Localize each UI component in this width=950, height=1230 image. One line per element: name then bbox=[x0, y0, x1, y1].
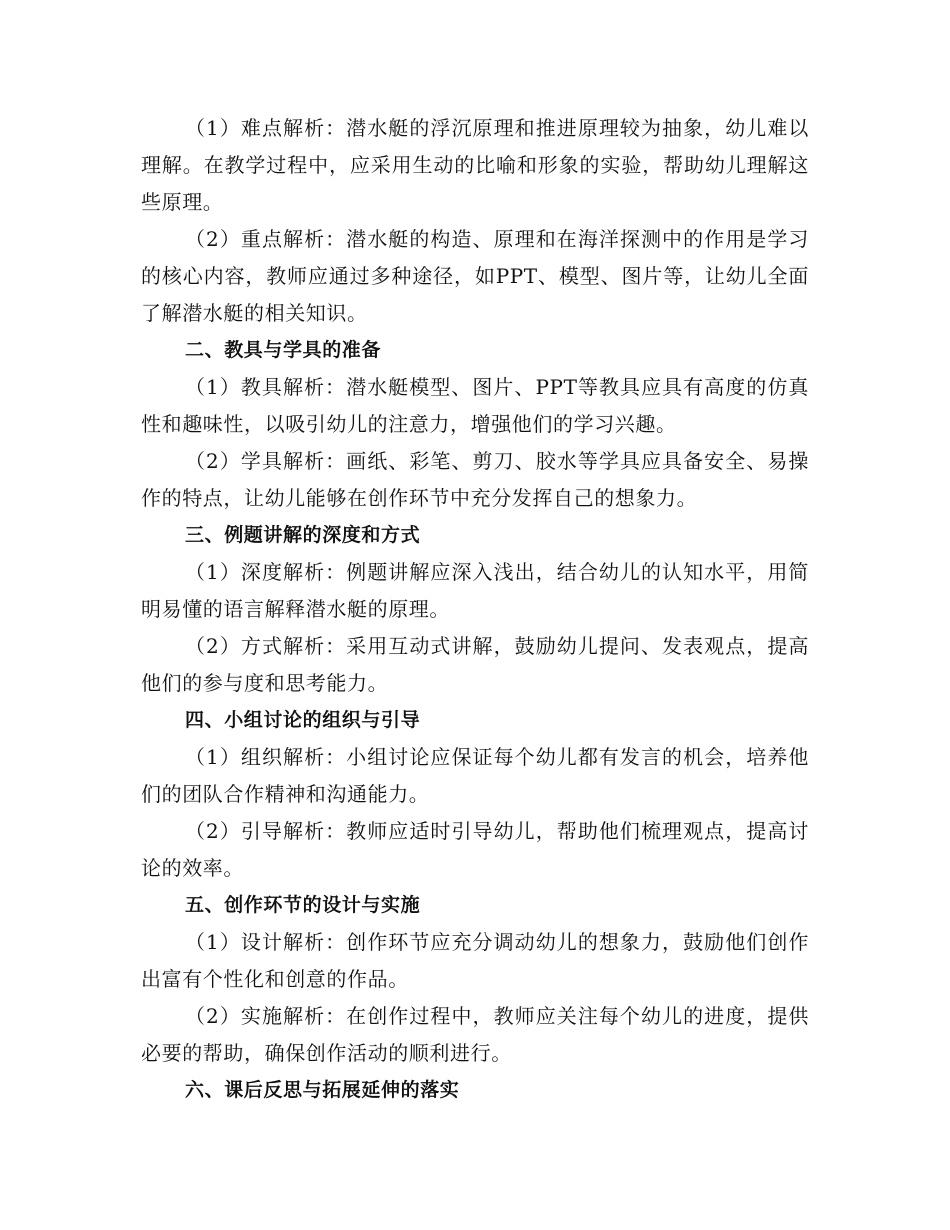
section-heading-creation-design: 五、创作环节的设计与实施 bbox=[185, 894, 421, 916]
paragraph-difficulty-analysis: （1）难点解析：潜水艇的浮沉原理和推进原理较为抽象，幼儿难以理解。在教学过程中，应采用生动的比喻和形象的实验，帮助幼儿理解这些原理。 bbox=[141, 116, 809, 214]
paragraph-organization-analysis: （1）组织解析：小组讨论应保证每个幼儿都有发言的机会，培养他们的团队合作精神和沟通能力。 bbox=[141, 745, 809, 806]
paragraph-key-point-analysis: （2）重点解析：潜水艇的构造、原理和在海洋探测中的作用是学习的核心内容，教师应通过多种途径，如PPT、模型、图片等，让幼儿全面了解潜水艇的相关知识。 bbox=[141, 227, 809, 325]
section-heading-reflection-extension: 六、课后反思与拓展延伸的落实 bbox=[185, 1079, 460, 1101]
paragraph-learning-tools-analysis: （2）学具解析：画纸、彩笔、剪刀、胶水等学具应具备安全、易操作的特点，让幼儿能够在创作环节中充分发挥自己的想象力。 bbox=[141, 449, 809, 510]
paragraph-guidance-analysis: （2）引导解析：教师应适时引导幼儿，帮助他们梳理观点，提高讨论的效率。 bbox=[141, 819, 809, 880]
section-heading-group-discussion: 四、小组讨论的组织与引导 bbox=[185, 709, 421, 731]
section-heading-example-explanation: 三、例题讲解的深度和方式 bbox=[185, 524, 421, 546]
document-body bbox=[141, 110, 809, 1109]
paragraph-method-analysis: （2）方式解析：采用互动式讲解，鼓励幼儿提问、发表观点，提高他们的参与度和思考能力。 bbox=[141, 634, 809, 695]
paragraph-depth-analysis: （1）深度解析：例题讲解应深入浅出，结合幼儿的认知水平，用简明易懂的语言解释潜水艇的原理。 bbox=[141, 560, 809, 621]
paragraph-design-analysis: （1）设计解析：创作环节应充分调动幼儿的想象力，鼓励他们创作出富有个性化和创意的作品。 bbox=[141, 930, 809, 991]
paragraph-teaching-aids-analysis: （1）教具解析：潜水艇模型、图片、PPT等教具应具有高度的仿真性和趣味性，以吸引幼儿的注意力，增强他们的学习兴趣。 bbox=[141, 375, 809, 436]
section-heading-teaching-tools: 二、教具与学具的准备 bbox=[185, 339, 382, 361]
paragraph-implementation-analysis: （2）实施解析：在创作过程中，教师应关注每个幼儿的进度，提供必要的帮助，确保创作活动的顺利进行。 bbox=[141, 1004, 809, 1065]
